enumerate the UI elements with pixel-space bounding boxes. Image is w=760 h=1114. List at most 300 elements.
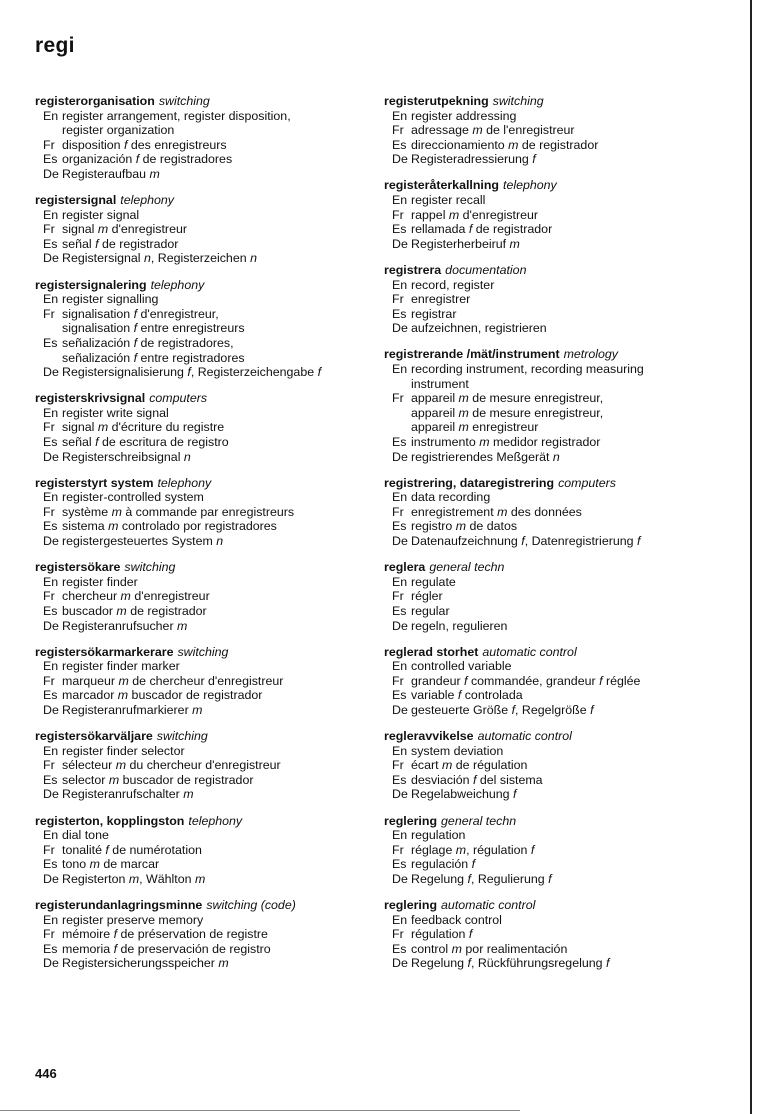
translation-text: régulation f (411, 927, 473, 942)
language-code: De (392, 152, 408, 167)
language-code: Fr (43, 842, 55, 857)
subject-field: automatic control (441, 898, 536, 912)
translation-text: Registeranrufmarkierer m (62, 702, 203, 717)
language-code: En (43, 292, 59, 307)
dictionary-entry (35, 278, 365, 380)
language-code: Es (392, 137, 407, 152)
language-code: En (43, 490, 59, 505)
translation-line (384, 773, 729, 788)
translation-text: Registeraufbau m (62, 166, 160, 181)
headword: reglera (384, 560, 426, 575)
translation-text: organización f de registradores (62, 152, 233, 167)
language-code: Es (43, 236, 58, 251)
dictionary-entry (35, 560, 365, 633)
translation-line (384, 519, 729, 534)
headword: registersökarväljare (35, 729, 153, 744)
language-code: Es (43, 941, 58, 956)
language-code: De (43, 365, 59, 380)
translation-line (35, 872, 365, 887)
dictionary-entry (35, 898, 365, 971)
translation-line (35, 843, 365, 858)
translation-line (384, 619, 729, 634)
language-code: Fr (43, 137, 55, 152)
language-code: Es (392, 603, 407, 618)
translation-text: regeln, regulieren (411, 618, 508, 633)
translation-line (384, 688, 729, 703)
translation-text: signal m d'enregistreur (62, 222, 187, 237)
translation-line (384, 942, 729, 957)
language-code: Es (43, 857, 58, 872)
translation-line (384, 123, 729, 138)
translation-text: Registersignalisierung f, Registerzeichengabe f (62, 365, 322, 380)
translation-line (384, 292, 729, 307)
language-code: En (43, 828, 59, 843)
translation-text: memoria f de preservación de registro (62, 941, 271, 956)
translation-line (384, 152, 729, 167)
translation-text: registro m de datos (411, 519, 518, 534)
language-code: Fr (392, 758, 404, 773)
translation-text: rellamada f de registrador (411, 222, 553, 237)
language-code: Es (392, 306, 407, 321)
language-code: En (392, 828, 408, 843)
translation-line (384, 659, 729, 674)
subject-field: computers (558, 475, 616, 490)
dictionary-entry (384, 263, 729, 336)
language-code: De (43, 956, 59, 971)
translation-text: register finder selector (62, 743, 185, 758)
language-code: Es (43, 772, 58, 787)
translation-line (384, 391, 729, 435)
translation-line (384, 913, 729, 928)
translation-line (35, 138, 365, 153)
language-code: En (392, 490, 408, 505)
dictionary-entry (35, 814, 365, 887)
translation-text: disposition f des enregistreurs (62, 137, 227, 152)
translation-text: aufzeichnen, registrieren (411, 321, 547, 336)
language-code: Fr (43, 504, 55, 519)
entry-heading (384, 560, 729, 575)
entry-heading (35, 391, 365, 406)
language-code: De (392, 787, 408, 802)
translation-line (35, 674, 365, 689)
dictionary-entry (384, 347, 729, 464)
translation-text: desviación f del sistema (411, 772, 543, 787)
translation-text: réglage m, régulation f (411, 842, 535, 857)
headword: registerundanlagringsminne (35, 898, 203, 912)
translation-line (384, 208, 729, 223)
translation-line (35, 251, 365, 266)
language-code: De (43, 871, 59, 886)
subject-field: switching (177, 644, 229, 659)
translation-line (384, 589, 729, 604)
language-code: De (392, 236, 408, 251)
entry-heading (35, 476, 365, 491)
dictionary-entry (384, 476, 729, 549)
translation-line (384, 758, 729, 773)
translation-line (384, 744, 729, 759)
language-code: Es (392, 222, 407, 237)
translation-line (384, 237, 729, 252)
translation-line (384, 787, 729, 802)
translation-text: signal m d'écriture du registre (62, 420, 225, 435)
translation-line (35, 942, 365, 957)
translation-line (35, 167, 365, 182)
translation-line (384, 193, 729, 208)
translation-text: tono m de marcar (62, 857, 160, 872)
subject-field: telephony (503, 178, 557, 193)
translation-text: control m por realimentación (411, 941, 568, 956)
translation-line (384, 857, 729, 872)
translation-text: mémoire f de préservation de registre (62, 927, 268, 942)
translation-text: buscador m de registrador (62, 603, 207, 618)
translation-line (384, 435, 729, 450)
subject-field: switching (158, 94, 210, 108)
translation-line (384, 927, 729, 942)
language-code: Fr (392, 589, 404, 604)
translation-line (384, 872, 729, 887)
translation-text: Regelung f, Rückführungsregelung f (411, 956, 610, 971)
entry-heading (35, 278, 365, 293)
language-code: De (392, 702, 408, 717)
language-code: Fr (392, 207, 404, 222)
language-code: De (43, 251, 59, 266)
translation-line (384, 321, 729, 336)
language-code: Fr (392, 504, 404, 519)
subject-field: switching (492, 94, 544, 108)
translation-line (35, 365, 365, 380)
translation-text: écart m de régulation (411, 758, 528, 773)
entry-heading (384, 347, 729, 362)
entry-heading (384, 645, 729, 660)
language-code: Es (43, 152, 58, 167)
translation-text: register addressing (411, 108, 517, 123)
entry-heading (384, 476, 729, 491)
subject-field: general techn (441, 813, 517, 828)
headword: registrering, dataregistrering (384, 475, 555, 490)
language-code: De (43, 787, 59, 802)
entry-heading (384, 814, 729, 829)
headword: reglering (384, 898, 438, 912)
translation-text: adressage m de l'enregistreur (411, 123, 575, 138)
language-code: Fr (43, 927, 55, 942)
language-code: Es (392, 519, 407, 534)
dictionary-entry (384, 560, 729, 633)
language-code: De (392, 956, 408, 971)
translation-line (384, 534, 729, 549)
translation-line (384, 956, 729, 971)
translation-line (35, 406, 365, 421)
headword: registerutpekning (384, 94, 489, 108)
language-code: Fr (43, 306, 55, 321)
translation-text: regular (411, 603, 450, 618)
language-code: Fr (43, 673, 55, 688)
translation-text: rappel m d'enregistreur (411, 207, 539, 222)
subject-field: switching (124, 560, 176, 575)
language-code: De (392, 449, 408, 464)
language-code: En (392, 277, 408, 292)
language-code: Fr (43, 222, 55, 237)
dictionary-entry (35, 476, 365, 549)
language-code: En (392, 743, 408, 758)
language-code: Fr (392, 292, 404, 307)
entry-heading (384, 94, 729, 109)
language-code: De (392, 871, 408, 886)
language-code: En (43, 659, 59, 674)
translation-line (384, 222, 729, 237)
entry-heading (35, 560, 365, 575)
translation-text: Datenaufzeichnung f, Datenregistrierung f (411, 534, 641, 549)
entry-heading (35, 729, 365, 744)
translation-text: register-controlled system (62, 490, 204, 505)
language-code: Es (43, 519, 58, 534)
translation-text: register arrangement, register disposition, register organization (62, 108, 291, 138)
language-code: En (43, 108, 59, 123)
page-edge-bottom (0, 1110, 520, 1111)
translation-line (35, 222, 365, 237)
language-code: Fr (43, 758, 55, 773)
language-code: En (43, 743, 59, 758)
translation-line (35, 575, 365, 590)
language-code: En (392, 912, 408, 927)
language-code: Es (392, 772, 407, 787)
headword: registersignalering (35, 277, 147, 292)
translation-line (384, 843, 729, 858)
dictionary-entry (384, 898, 729, 971)
language-code: Fr (392, 391, 404, 406)
dictionary-entry (35, 391, 365, 464)
language-code: Fr (43, 589, 55, 604)
language-code: Fr (392, 673, 404, 688)
translation-text: feedback control (411, 912, 502, 927)
translation-line (35, 659, 365, 674)
entry-heading (384, 729, 729, 744)
translation-text: Regelabweichung f (411, 787, 517, 802)
translation-text: controlled variable (411, 659, 512, 674)
headword: registerorganisation (35, 94, 155, 108)
subject-field: switching (156, 729, 208, 744)
translation-text: sistema m controlado por registradores (62, 519, 277, 534)
language-code: De (43, 618, 59, 633)
entry-heading (35, 193, 365, 208)
translation-text: régler (411, 589, 443, 604)
subject-field: documentation (445, 262, 527, 277)
translation-text: grandeur f commandée, grandeur f réglée (411, 673, 641, 688)
translation-line (384, 575, 729, 590)
translation-text: Registerherbeiruf m (411, 236, 520, 251)
language-code: En (43, 405, 59, 420)
translation-line (35, 589, 365, 604)
language-code: Es (43, 434, 58, 449)
translation-line (384, 703, 729, 718)
subject-field: telephony (188, 813, 243, 828)
translation-text: registrierendes Meßgerät n (411, 449, 560, 464)
language-code: De (392, 534, 408, 549)
translation-line (35, 109, 365, 138)
translation-text: recording instrument, recording measuring instrument (411, 362, 644, 391)
language-code: De (43, 449, 59, 464)
subject-field: general techn (429, 560, 505, 575)
headword: registerton, kopplingston (35, 813, 185, 828)
translation-text: variable f controlada (411, 688, 523, 703)
translation-line (35, 703, 365, 718)
translation-text: regulación f (411, 857, 476, 872)
translation-text: chercheur m d'enregistreur (62, 589, 210, 604)
translation-text: señal f de escritura de registro (62, 434, 229, 449)
translation-line (35, 619, 365, 634)
headword: reglering (384, 813, 438, 828)
translation-line (384, 138, 729, 153)
translation-line (35, 152, 365, 167)
entry-heading (35, 645, 365, 660)
translation-line (384, 307, 729, 322)
language-code: Fr (392, 123, 404, 138)
language-code: Es (392, 434, 407, 449)
translation-line (35, 744, 365, 759)
language-code: De (43, 534, 59, 549)
subject-field: telephony (157, 475, 212, 490)
subject-field: metrology (563, 347, 618, 362)
subject-field: telephony (150, 277, 205, 292)
dictionary-entry (35, 645, 365, 718)
language-code: En (392, 574, 408, 589)
language-code: Es (43, 603, 58, 618)
headword: registeråterkallning (384, 178, 500, 193)
language-code: De (43, 166, 59, 181)
translation-line (35, 857, 365, 872)
headword: registrerande /mät/instrument (384, 347, 560, 362)
translation-line (384, 278, 729, 293)
translation-text: enregistrement m des données (411, 504, 582, 519)
translation-line (35, 307, 365, 336)
dictionary-entry (384, 645, 729, 718)
language-code: De (43, 702, 59, 717)
translation-line (35, 237, 365, 252)
translation-text: register preserve memory (62, 912, 204, 927)
column-left (35, 94, 365, 982)
translation-text: record, register (411, 277, 495, 292)
translation-text: Registerschreibsignal n (62, 449, 191, 464)
translation-text: tonalité f de numérotation (62, 842, 202, 857)
translation-text: Registeranrufsucher m (62, 618, 188, 633)
language-code: En (392, 362, 408, 376)
translation-line (35, 927, 365, 942)
translation-line (35, 604, 365, 619)
translation-text: dial tone (62, 828, 109, 843)
headword: regleravvikelse (384, 729, 474, 744)
translation-text: appareil m de mesure enregistreur, appareil m de mesure enregistreur, appareil m enregistreur (411, 391, 604, 435)
translation-line (35, 913, 365, 928)
page-edge-right (750, 0, 752, 1114)
translation-text: señal f de registrador (62, 236, 179, 251)
language-code: Es (392, 941, 407, 956)
language-code: En (392, 659, 408, 674)
translation-text: register finder marker (62, 659, 180, 674)
translation-line (35, 292, 365, 307)
dictionary-entry (384, 729, 729, 802)
translation-text: regulate (411, 574, 456, 589)
headword: registersignal (35, 193, 117, 208)
language-code: En (43, 207, 59, 222)
translation-line (35, 758, 365, 773)
translation-line (35, 336, 365, 365)
language-code: Fr (392, 927, 404, 942)
translation-text: register finder (62, 574, 138, 589)
entry-heading (35, 898, 365, 913)
language-code: Fr (43, 420, 55, 435)
translation-line (384, 109, 729, 124)
translation-text: register signalling (62, 292, 159, 307)
translation-text: data recording (411, 490, 491, 505)
entry-heading (35, 814, 365, 829)
translation-text: señalización f de registradores, señalización f entre registradores (62, 335, 245, 365)
translation-text: registrar (411, 306, 457, 321)
translation-line (35, 435, 365, 450)
subject-field: telephony (120, 193, 175, 208)
entry-heading (384, 178, 729, 193)
translation-line (384, 604, 729, 619)
translation-line (35, 420, 365, 435)
headword: registersökarmarkerare (35, 644, 174, 659)
translation-line (35, 773, 365, 788)
dictionary-entry (384, 178, 729, 251)
language-code: De (392, 618, 408, 633)
translation-line (35, 688, 365, 703)
subject-field: switching (code) (206, 898, 296, 912)
headword: registerstyrt system (35, 475, 154, 490)
language-code: Es (43, 688, 58, 703)
translation-text: selector m buscador de registrador (62, 772, 254, 787)
translation-text: marcador m buscador de registrador (62, 688, 263, 703)
translation-text: register recall (411, 193, 486, 208)
translation-text: système m à commande par enregistreurs (62, 504, 295, 519)
headword: registersökare (35, 560, 121, 575)
translation-text: direccionamiento m de registrador (411, 137, 599, 152)
translation-line (384, 490, 729, 505)
translation-text: Registerton m, Wählton m (62, 871, 206, 886)
subject-field: computers (149, 391, 208, 406)
language-code: Es (43, 335, 58, 350)
translation-line (35, 450, 365, 465)
translation-line (35, 787, 365, 802)
translation-text: Registersicherungsspeicher m (62, 956, 229, 971)
translation-line (384, 362, 729, 391)
translation-text: system deviation (411, 743, 504, 758)
translation-text: Registeranrufschalter m (62, 787, 194, 802)
translation-text: Regelung f, Regulierung f (411, 871, 552, 886)
translation-text: instrumento m medidor registrador (411, 434, 601, 449)
language-code: De (392, 321, 408, 336)
translation-text: register write signal (62, 405, 169, 420)
translation-text: enregistrer (411, 292, 471, 307)
dictionary-entry (35, 94, 365, 182)
dictionary-entry (384, 94, 729, 167)
language-code: En (43, 574, 59, 589)
entry-heading (384, 898, 729, 913)
translation-text: marqueur m de chercheur d'enregistreur (62, 673, 284, 688)
translation-text: regulation (411, 828, 466, 843)
column-right (384, 94, 729, 982)
headword: registrera (384, 262, 442, 277)
translation-line (35, 828, 365, 843)
translation-text: signalisation f d'enregistreur, signalisation f entre enregistreurs (62, 306, 245, 336)
language-code: Es (392, 857, 407, 872)
translation-line (384, 828, 729, 843)
translation-line (384, 505, 729, 520)
dictionary-entry (35, 729, 365, 802)
headword: registerskrivsignal (35, 391, 146, 406)
translation-text: Registersignal n, Registerzeichen n (62, 251, 257, 266)
language-code: En (392, 193, 408, 208)
